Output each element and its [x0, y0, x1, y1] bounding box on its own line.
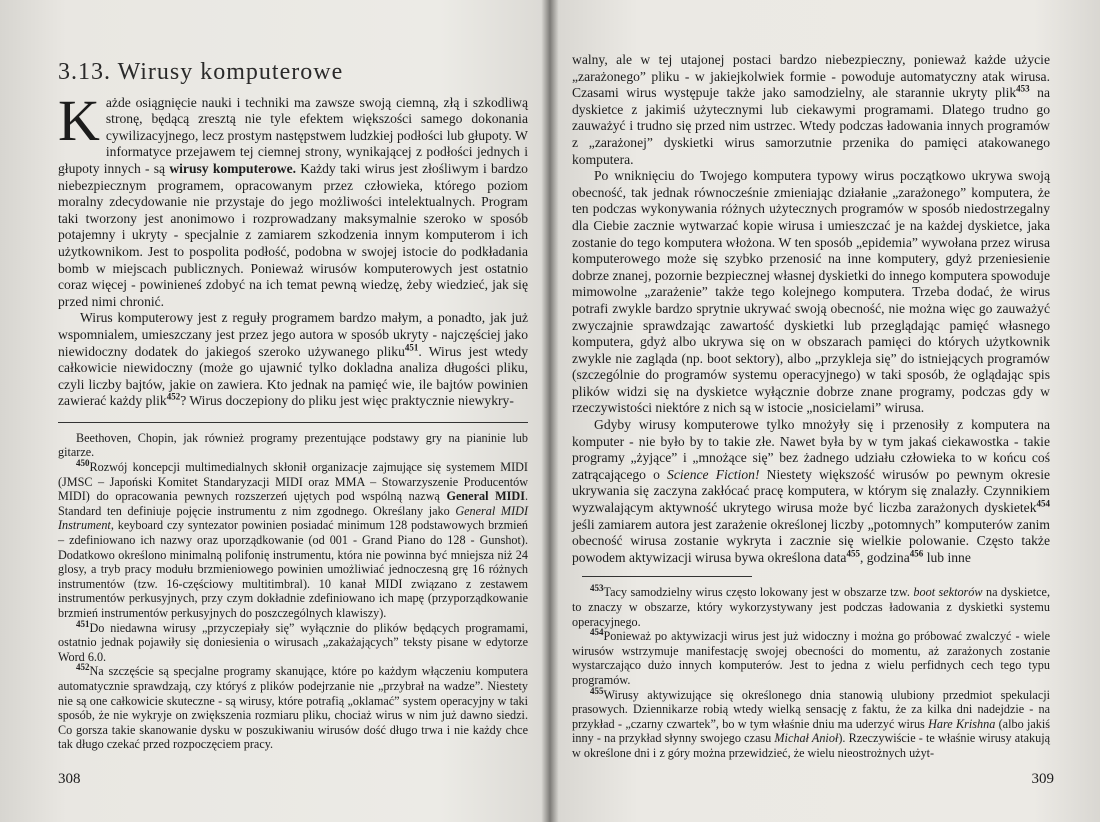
footnote-ref[interactable]: 453: [1016, 83, 1030, 94]
footnote-454: $^{454}$Ponieważ po aktywizacji wirus jest już widoczny i można go próbować zwalczyć - wiele wirusów wstrzymuje manifestację swojej obecności do momentu, aż zarażonych zostanie wystarczająco dużo innych komputerów. Jest to jedna z wielu perfidnych cech tego typu programów.: [572, 627, 1050, 687]
footnote-ref[interactable]: 455: [846, 548, 860, 559]
footnote-451: $^{451}$Do niedawna wirusy „przyczepiały się” wyłącznie do plików będących programami, ostatnio jednak pojawiły się doniesienia o wirusach „zakażających” teksty pisane w edytorze Word 6.0.: [58, 618, 528, 664]
paragraph-infection: Po wniknięciu do Twojego komputera typowy wirus początkowo ukrywa swoją obecność, tak jednak równocześnie zmieniając działanie „zarażonego” komputera, że ten podczas wykonywania różnych użytecznych programów w sposób niedostrzegalny dla Ciebie zacznie wytwarzać kopie wirusa i umieszczać je na każdej dyskietce, jaka zostanie do tego komputera włożona. W ten sposób „epidemia” wywołana przez wirusa komputerowego może się szybko przenosić na inne komputery, gdyż przeniesienie dobrze znanej, pozornie bezpiecznej własnej dyskietki do innego komputera spowoduje mimowolne „zarażenie” także tego kolejnego komputera. Trzeba dodać, że wirus potrafi zwykle bardzo sprytnie ukrywać swoją obecność, nie można więc go zauważyć zwyczajnie sprawdzając zawartość dyskietki lub przeglądając pamięć własnego komputera, gdyż albo ukrywa się on w obszarach pamięci do których użytkownik zwykle nie zagląda (np. boot sektory), albo „przykleja się” do istniejących programów (szczególnie do programów systemu operacyjnego) w taki sposób, że oglądając spis plików widzi się na dyskietce wyłącznie dobrze znane programy, podczas gdy w rzeczywistości niektóre z nich są w istocie „nosicielami” wirusa.: [572, 168, 1050, 416]
footnote-continuation: Beethoven, Chopin, jak również programy prezentujące podstawy gry na pianinie lub gitarze.: [58, 430, 528, 460]
footnote-divider: [58, 422, 528, 423]
left-page: [0, 0, 548, 822]
footnote-455: $^{455}$Wirusy aktywizujące się określonego dnia stanowią ulubiony przedmiot spekulacji prasowych. Dziennikarze robią wtedy wielką sensację z faktu, że za kilka dni nadejdzie - na przykład - „czarny czwartek”, bo w tym właśnie dniu ma uderzyć wirus Hare Krishna (albo jakiś inny - na przykład słynny swojego czasu Michał Anioł). Rzeczywiście - te właśnie wirusy atakują w określone dni i z góry można przewidzieć, że wielu nieostrożnych użyt-: [572, 685, 1050, 760]
footnote-450: $^{450}$Rozwój koncepcji multimedialnych skłonił organizacje zajmujące się systemem MIDI (JMSC – Japoński Komitet Standaryzacji MIDI oraz MMA – Stowarzyszenie Producentów MIDI) do opracowania pewnych rozszerzeń ujętych pod wspólną nazwą General MIDI. Standard ten definiuje pojęcie instrumentu z nim zgodnego. Określany jako General MIDI Instrument, keyboard czy syntezator powinien posiadać minimum 128 podstawowych brzmień – zdefiniowano ich nazwy oraz uporządkowanie (od 001 - Grand Piano do 128 - Gunshot). Dodatkowo określono minimalną polifonię instrumentu, która nie powinna być mniejsza niż 24 glosy, a tryb pracy modułu brzmieniowego powinien umożliwiać jednoczesną grę 16 różnych instrumentów (tzw. 16-częściowy multitimbral). 10 kanał MIDI związano z zestawem instrumentów perkusyjnych, przy czym dokładnie zdefiniowano ich mapę (przyporządkowanie brzmień instrumentów perkusyjnych do poszczególnych klawiszy).: [58, 458, 529, 620]
footnote-452: $^{452}$Na szczęście są specjalne programy skanujące, które po każdym włączeniu komputera automatycznie sprawdzają, czy któryś z plików podejrzanie nie „przybrał na wadze”. Niestety nie są one całkowicie skuteczne - są wirusy, które potrafią „oklamać” system operacyjny w taki sposób, że nie wykryje on zwiększenia rozmiaru pliku, chociaż wirus w nim już dawno siedzi. Co gorsza takie skanowanie dysku w poszukiwaniu wirusów dość długo trwa i nie każdy chce tak długo czekać przed rozpoczęciem pracy.: [58, 662, 528, 752]
drop-cap: K: [58, 87, 100, 153]
footnote-ref[interactable]: 451: [404, 341, 419, 352]
footnote-ref[interactable]: 454: [1036, 498, 1050, 509]
right-page: [552, 0, 1100, 822]
paragraph-activation: Gdyby wirusy komputerowe tylko mnożyły się i przenosiły z komputera na komputer - nie było by to takie złe. Nawet była by w tym jakaś ciekawostka - takie programy „żyjące” i „mnożące się” bez żadnego udziału człowieka to w końcu coś zatrącającego o Science Fiction! Niestety większość wirusów po pewnym okresie ukrywania się zaczyna zakłócać pracę komputera, w którym się znalazły. Czynnikiem wyzwalającym aktywność ukrytego wirusa może być liczba zarażonych dyskietek$^{454}$ jeśli zamiarem autora jest zarażenie określonej liczby „potomnych” komputerów zanim obecność wirusa zostanie wykryta i zacznie się wielkie polowanie. Często także powodem aktywizacji wirusa bywa określona data$^{455}$, godzina$^{456}$ lub inne: [572, 417, 1051, 565]
footnote-ref[interactable]: 452: [166, 391, 181, 402]
bold-term: wirusy komputerowe.: [169, 160, 297, 176]
right-footnotes: [572, 585, 1050, 760]
footnote-divider: [582, 576, 752, 577]
right-column: [572, 52, 1050, 566]
left-footnotes: [58, 431, 528, 752]
page-number: 308: [58, 771, 81, 787]
paragraph-continued: walny, ale w tej utajonej postaci bardzo niebezpieczny, ponieważ każde użycie „zarażonego” pliku - w jakiejkolwiek formie - powoduje automatyczny atak wirusa. Czasami wirus występuje także jako samodzielny, ale starannie ukryty plik$^{453}$ na dyskietce z jakimiś użytecznymi lub ciekawymi programami. Dlatego trudno go zauważyć i trudno się przed nim ustrzec. Wtedy podczas ładowania innych programów z „zarażonej” dyskietki wirus samorzutnie przenika do pamięci atakowanego komputera.: [572, 52, 1050, 167]
paragraph-2: Wirus komputerowy jest z reguły programem bardzo małym, a ponadto, jak już wspomnialem, umieszczany jest przez jego autora w sposób ukryty - najczęściej jako niewidoczny dodatek do jakiegoś szeroko używanego pliku$^{451}$. Wirus jest wtedy całkowicie niewidoczny (może go ujawnić tylko dokladna analiza długości pliku, czyli liczby bajtów, jakie on zawiera. Kto jednak na pamięć wie, ile bajtów powinien zawierać każdy plik$^{452}$? Wirus doczepiony do pliku jest więc praktycznie niewykry-: [58, 310, 528, 409]
section-heading: 3.13. Wirusy komputerowe: [58, 59, 344, 85]
left-column: [58, 59, 528, 410]
footnote-453: $^{453}$Tacy samodzielny wirus często lokowany jest w obszarze tzw. boot sektorów na dyskietce, to znaczy w obszarze, który wykorzystywany jest podczas ładowania z dyskietki systemu operacyjnego.: [572, 583, 1051, 629]
page-number: 309: [1031, 771, 1054, 787]
paragraph-intro: Każde osiągnięcie nauki i techniki ma zawsze swoją ciemną, złą i szkodliwą stronę, będącą zresztą nie tyle efektem większości samego dokonania cywilizacyjnego, lecz prostym następstwem ludzkiej podłości lub głupoty. W informatyce przejawem tej ciemnej strony, wynikającej z podłości jednych i głupoty innych - są wirusy komputerowe. Każdy taki wirus jest złośliwym i bardzo niebezpiecznym programem, opracowanym przez człowieka, którego poziom moralny zdecydowanie nie przystaje do jego możliwości intelektualnych. Program taki tworzony jest anonimowo i rozprowadzany maksymalnie szeroko w sposób potajemny i ukryty - specjalnie z zamiarem szkodzenia innym komputerom i ich użytkownikom. Jest to pospolita podłość, podobna w swojej istocie do podkładania bomb w miejscach publicznych. Ponieważ wirusów komputerowych jest ostatnio coraz więcej - powinieneś zdobyć na ich temat pewną wiedzę, żeby wiedzieć, jak się przed nimi chronić.: [58, 87, 528, 309]
footnote-ref[interactable]: 456: [909, 548, 924, 559]
